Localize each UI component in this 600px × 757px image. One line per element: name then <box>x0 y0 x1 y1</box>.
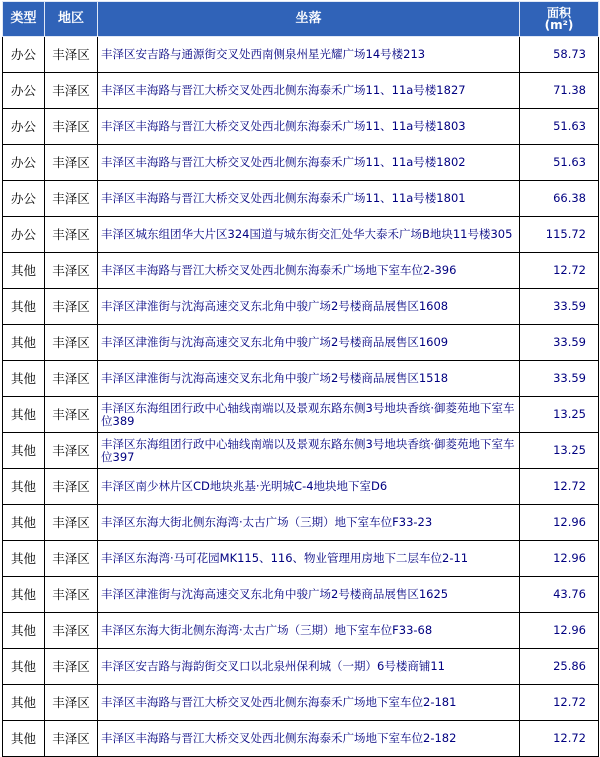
cell-area: 丰泽区 <box>45 325 98 361</box>
cell-address: 丰泽区丰海路与晋江大桥交叉处西北侧东海泰禾广场11、11a号楼1801 <box>98 181 520 217</box>
property-table <box>2 1 599 757</box>
cell-address: 丰泽区东海组团行政中心轴线南端以及景观东路东侧3号地块香缤·御菱苑地下室车位397 <box>98 433 520 469</box>
table-row <box>3 325 599 361</box>
cell-area: 丰泽区 <box>45 109 98 145</box>
header-area: 地区 <box>45 2 98 37</box>
cell-type: 其他 <box>3 433 45 469</box>
cell-address: 丰泽区东海大街北侧东海湾·太古广场（三期）地下室车位F33-68 <box>98 613 520 649</box>
table-row <box>3 253 599 289</box>
table-row <box>3 37 599 73</box>
cell-address: 丰泽区安吉路与通源街交叉处西南侧泉州星光耀广场14号楼213 <box>98 37 520 73</box>
cell-type: 办公 <box>3 181 45 217</box>
cell-size: 51.63 <box>520 145 599 181</box>
table-row <box>3 397 599 433</box>
cell-size: 12.72 <box>520 253 599 289</box>
cell-address: 丰泽区丰海路与晋江大桥交叉处西北侧东海泰禾广场11、11a号楼1827 <box>98 73 520 109</box>
cell-size: 115.72 <box>520 217 599 253</box>
cell-type: 办公 <box>3 145 45 181</box>
cell-size: 33.59 <box>520 361 599 397</box>
cell-area: 丰泽区 <box>45 505 98 541</box>
cell-area: 丰泽区 <box>45 253 98 289</box>
cell-type: 其他 <box>3 397 45 433</box>
cell-size: 25.86 <box>520 649 599 685</box>
cell-address: 丰泽区津淮街与沈海高速交叉东北角中骏广场2号楼商品展售区1608 <box>98 289 520 325</box>
cell-address: 丰泽区东海大街北侧东海湾·太古广场（三期）地下室车位F33-23 <box>98 505 520 541</box>
cell-area: 丰泽区 <box>45 721 98 757</box>
header-size-label: 面积 <box>546 6 571 20</box>
table-row <box>3 289 599 325</box>
cell-area: 丰泽区 <box>45 289 98 325</box>
cell-address: 丰泽区津淮街与沈海高速交叉东北角中骏广场2号楼商品展售区1609 <box>98 325 520 361</box>
cell-area: 丰泽区 <box>45 613 98 649</box>
cell-area: 丰泽区 <box>45 469 98 505</box>
cell-area: 丰泽区 <box>45 433 98 469</box>
cell-type: 办公 <box>3 37 45 73</box>
cell-type: 办公 <box>3 109 45 145</box>
table-row <box>3 649 599 685</box>
table-row <box>3 433 599 469</box>
cell-type: 办公 <box>3 217 45 253</box>
cell-size: 12.72 <box>520 469 599 505</box>
cell-size: 12.72 <box>520 721 599 757</box>
cell-size: 51.63 <box>520 109 599 145</box>
header-size <box>520 2 599 37</box>
cell-address: 丰泽区丰海路与晋江大桥交叉处西北侧东海泰禾广场地下室车位2-181 <box>98 685 520 721</box>
cell-size: 12.96 <box>520 613 599 649</box>
cell-area: 丰泽区 <box>45 361 98 397</box>
cell-size: 13.25 <box>520 433 599 469</box>
table-header-row <box>3 2 599 37</box>
cell-type: 其他 <box>3 253 45 289</box>
cell-size: 66.38 <box>520 181 599 217</box>
cell-area: 丰泽区 <box>45 685 98 721</box>
cell-address: 丰泽区丰海路与晋江大桥交叉处西北侧东海泰禾广场11、11a号楼1802 <box>98 145 520 181</box>
table-row <box>3 685 599 721</box>
cell-address: 丰泽区安吉路与海韵街交叉口以北泉州保利城（一期）6号楼商铺11 <box>98 649 520 685</box>
table-row <box>3 145 599 181</box>
cell-area: 丰泽区 <box>45 181 98 217</box>
table-row <box>3 469 599 505</box>
cell-type: 其他 <box>3 541 45 577</box>
header-address: 坐落 <box>98 2 520 37</box>
cell-size: 12.96 <box>520 541 599 577</box>
cell-address: 丰泽区丰海路与晋江大桥交叉处西北侧东海泰禾广场地下室车位2-182 <box>98 721 520 757</box>
table-row <box>3 577 599 613</box>
cell-type: 办公 <box>3 73 45 109</box>
cell-area: 丰泽区 <box>45 73 98 109</box>
cell-area: 丰泽区 <box>45 397 98 433</box>
cell-size: 12.72 <box>520 685 599 721</box>
table-row <box>3 721 599 757</box>
cell-size: 33.59 <box>520 289 599 325</box>
cell-address: 丰泽区东海组团行政中心轴线南端以及景观东路东侧3号地块香缤·御菱苑地下室车位389 <box>98 397 520 433</box>
header-size-unit: (m²) <box>544 18 574 32</box>
table-row <box>3 109 599 145</box>
cell-type: 其他 <box>3 577 45 613</box>
cell-address: 丰泽区丰海路与晋江大桥交叉处西北侧东海泰禾广场11、11a号楼1803 <box>98 109 520 145</box>
cell-size: 33.59 <box>520 325 599 361</box>
cell-address: 丰泽区城东组团华大片区324国道与城东街交汇处华大泰禾广场B地块11号楼305 <box>98 217 520 253</box>
cell-address: 丰泽区津淮街与沈海高速交叉东北角中骏广场2号楼商品展售区1625 <box>98 577 520 613</box>
cell-size: 71.38 <box>520 73 599 109</box>
cell-area: 丰泽区 <box>45 577 98 613</box>
table-row <box>3 541 599 577</box>
cell-type: 其他 <box>3 721 45 757</box>
cell-type: 其他 <box>3 469 45 505</box>
table-row <box>3 217 599 253</box>
cell-address: 丰泽区东海湾·马可花园MK115、116、物业管理用房地下二层车位2-11 <box>98 541 520 577</box>
cell-type: 其他 <box>3 685 45 721</box>
cell-area: 丰泽区 <box>45 217 98 253</box>
cell-address: 丰泽区丰海路与晋江大桥交叉处西北侧东海泰禾广场地下室车位2-396 <box>98 253 520 289</box>
table-row <box>3 505 599 541</box>
cell-size: 13.25 <box>520 397 599 433</box>
cell-address: 丰泽区南少林片区CD地块兆基·光明城C-4地块地下室D6 <box>98 469 520 505</box>
cell-size: 12.96 <box>520 505 599 541</box>
header-type: 类型 <box>3 2 45 37</box>
cell-type: 其他 <box>3 361 45 397</box>
table-row <box>3 73 599 109</box>
cell-type: 其他 <box>3 613 45 649</box>
cell-type: 其他 <box>3 325 45 361</box>
cell-area: 丰泽区 <box>45 145 98 181</box>
cell-type: 其他 <box>3 505 45 541</box>
cell-size: 43.76 <box>520 577 599 613</box>
table-row <box>3 181 599 217</box>
cell-size: 58.73 <box>520 37 599 73</box>
table-row <box>3 361 599 397</box>
cell-type: 其他 <box>3 649 45 685</box>
cell-area: 丰泽区 <box>45 541 98 577</box>
cell-area: 丰泽区 <box>45 37 98 73</box>
table-row <box>3 613 599 649</box>
cell-address: 丰泽区津淮街与沈海高速交叉东北角中骏广场2号楼商品展售区1518 <box>98 361 520 397</box>
cell-type: 其他 <box>3 289 45 325</box>
cell-area: 丰泽区 <box>45 649 98 685</box>
